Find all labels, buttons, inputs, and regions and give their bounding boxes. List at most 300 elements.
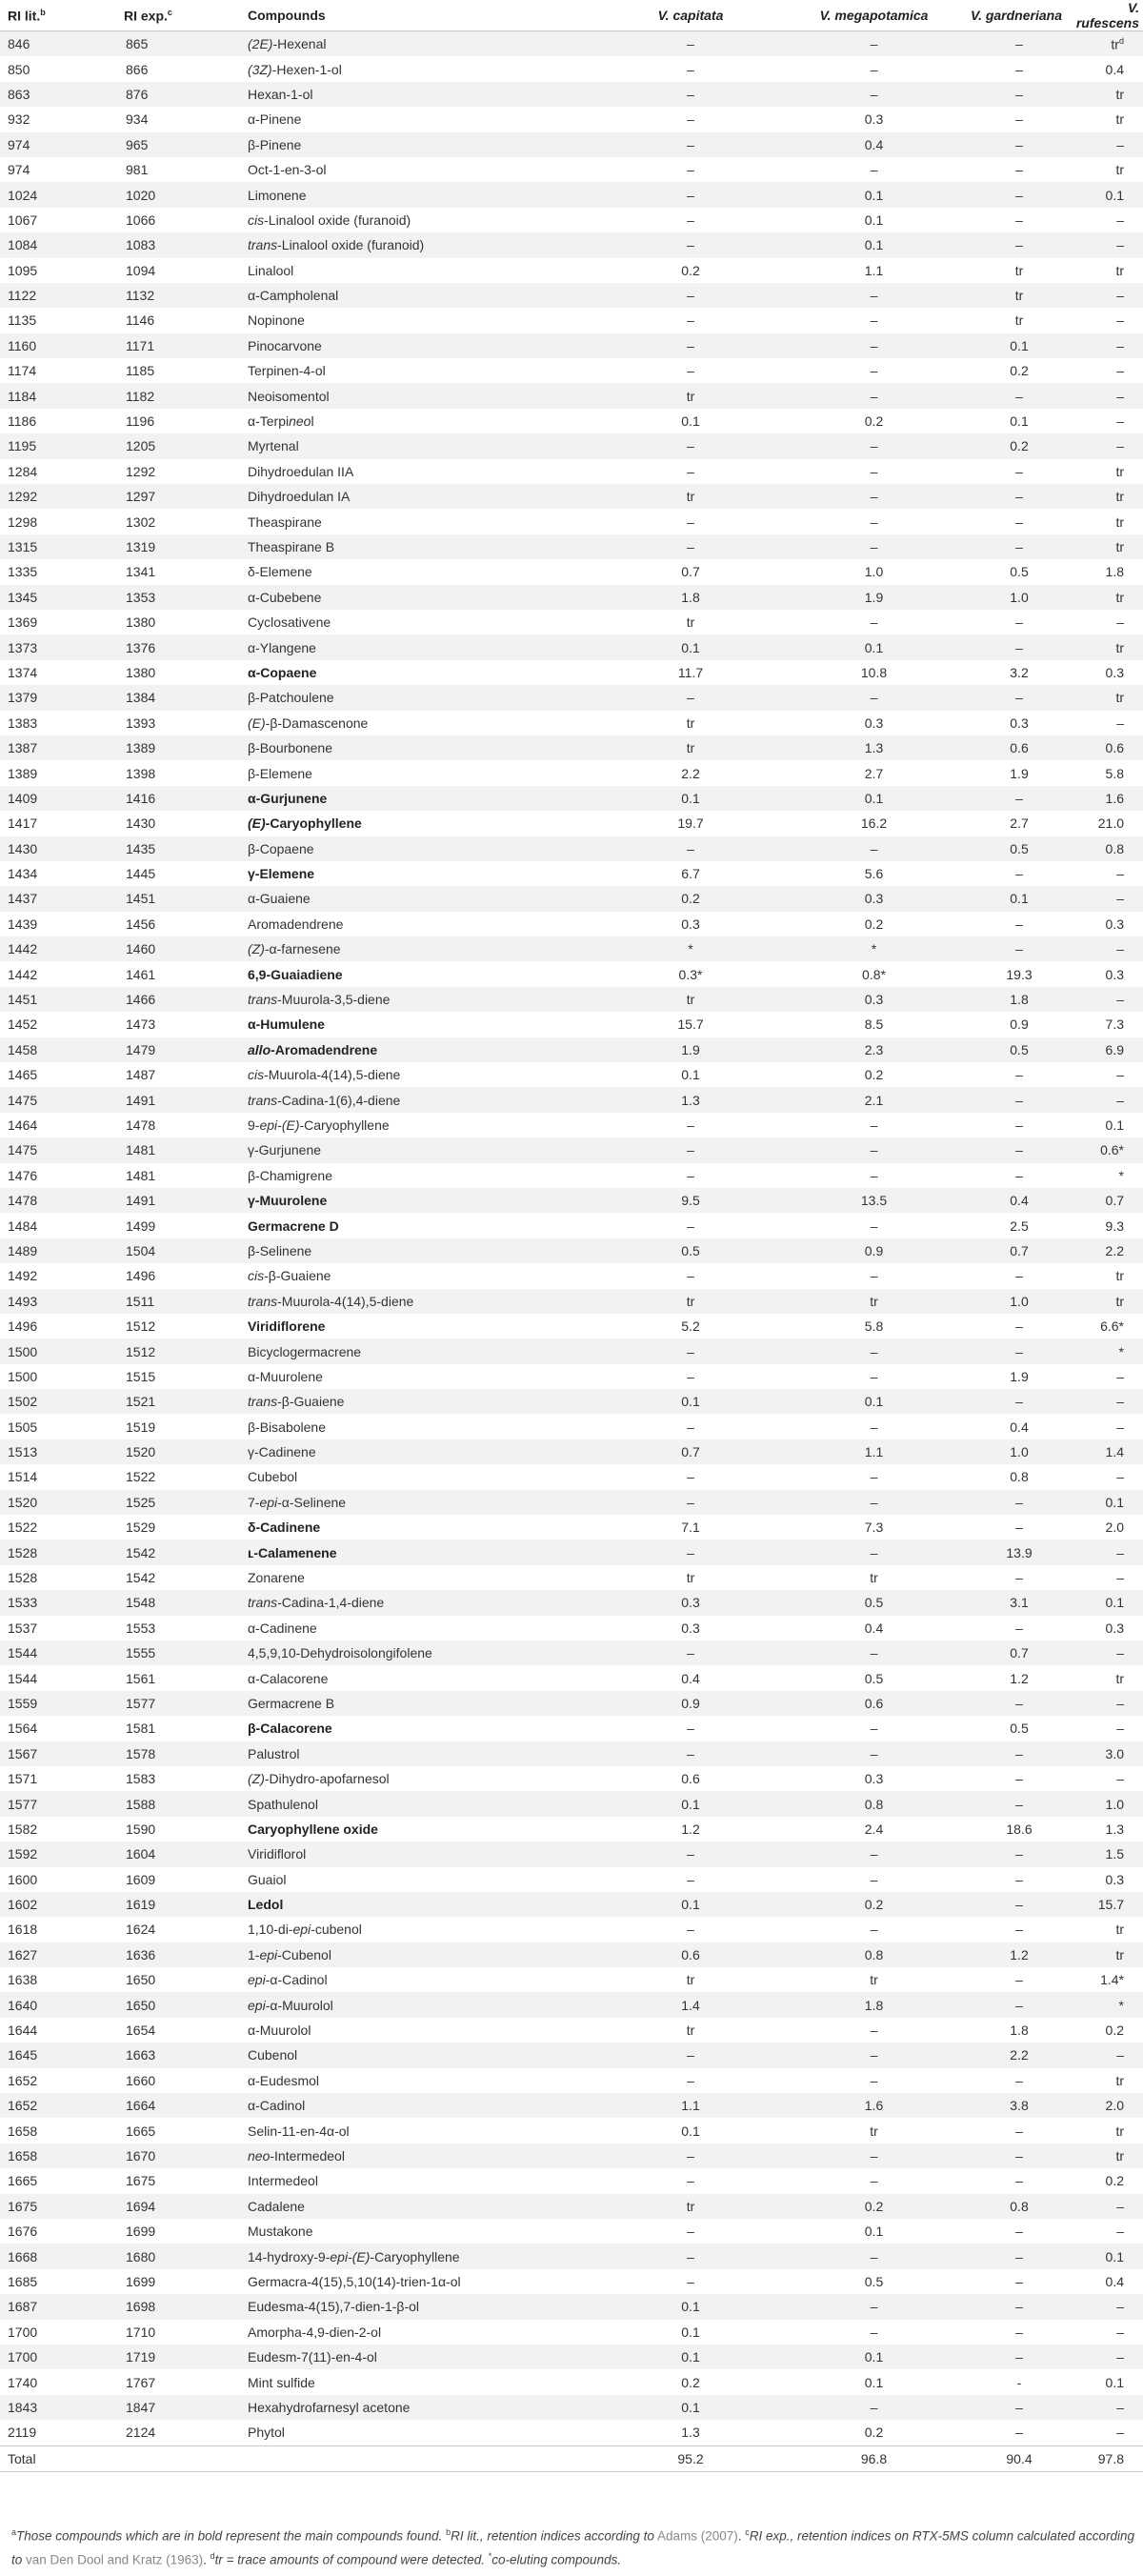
ri-exp-cell: 1624 — [126, 1922, 156, 1938]
ri-lit-cell: 1740 — [8, 2374, 38, 2390]
v-capitata-cell: – — [600, 433, 781, 458]
compound-name-cell: γ-Muurolene — [248, 1188, 600, 1213]
ri-lit-cell: 1658 — [8, 2123, 38, 2139]
table-row — [0, 1616, 1143, 1640]
table-row — [0, 1364, 1143, 1389]
v-gardneriana-cell: 0.6 — [967, 735, 1072, 760]
total-row — [0, 2445, 1143, 2471]
table-row — [0, 2118, 1143, 2143]
v-capitata-cell: – — [687, 312, 694, 329]
table-row — [0, 132, 1143, 157]
compound-name-cell: 9-epi-(E)-Caryophyllene — [248, 1117, 390, 1133]
v-rufescens-cell: 6.9 — [1072, 1037, 1143, 1062]
v-capitata-cell: – — [600, 2244, 781, 2268]
ri-exp-cell: 1384 — [124, 685, 248, 710]
ri-lit-cell: 1387 — [0, 735, 124, 760]
v-gardneriana-cell: – — [967, 786, 1072, 811]
v-capitata-cell: – — [687, 1218, 694, 1234]
ri-lit-cell: 1452 — [8, 1016, 38, 1033]
v-capitata-cell: – — [600, 2043, 781, 2067]
compound-name-cell: (3Z)-Hexen-1-ol — [248, 61, 342, 77]
header-compounds: Compounds — [248, 0, 600, 31]
v-rufescens-cell: – — [1116, 866, 1124, 882]
ri-exp-cell: 981 — [126, 162, 149, 178]
table-row — [0, 31, 1143, 57]
ri-exp-cell: 1196 — [126, 413, 155, 430]
table-row — [0, 961, 1143, 986]
table-row — [0, 1113, 1143, 1137]
v-gardneriana-cell: 1.0 — [967, 1439, 1072, 1464]
v-capitata-cell: 0.2 — [681, 262, 700, 278]
v-rufescens-cell: 1.8 — [1105, 564, 1124, 580]
v-rufescens-cell: – — [1116, 714, 1124, 731]
table-row — [0, 585, 1143, 610]
ri-lit-cell: 974 — [8, 162, 30, 178]
v-rufescens-cell: – — [1116, 1570, 1124, 1586]
compound-name-cell: epi-α-Muurolol — [248, 1992, 600, 2017]
v-capitata-cell: 9.5 — [600, 1188, 781, 1213]
ri-lit-cell: 1389 — [8, 765, 38, 781]
compound-name-cell: α-Cadinol — [248, 2093, 600, 2118]
table-row — [0, 912, 1143, 936]
ri-lit-cell: 1464 — [8, 1117, 38, 1133]
v-capitata-cell: 0.1 — [600, 1389, 781, 1414]
table-row — [0, 333, 1143, 358]
v-rufescens-cell: – — [1072, 383, 1143, 408]
ri-lit-cell: 974 — [0, 132, 124, 157]
v-megapotamica-cell: – — [870, 1922, 878, 1938]
reference-link-adams[interactable]: Adams (2007) — [656, 2528, 738, 2544]
compound-name-cell: Intermedeol — [248, 2173, 318, 2189]
v-gardneriana-cell: – — [967, 1741, 1072, 1766]
header-v-rufescens: V. rufescens — [1072, 0, 1143, 31]
ri-lit-cell: 1602 — [0, 1892, 124, 1917]
ri-lit-cell: 1184 — [0, 383, 124, 408]
ri-exp-cell: 1847 — [124, 2395, 248, 2420]
v-gardneriana-cell: – — [967, 2143, 1072, 2168]
compound-name-cell: Phytol — [248, 2425, 285, 2441]
v-capitata-cell: – — [600, 1338, 781, 1363]
compound-name-cell: Mint sulfide — [248, 2374, 315, 2390]
v-megapotamica-cell: – — [870, 2023, 878, 2039]
table-row — [0, 685, 1143, 710]
v-megapotamica-cell: – — [781, 333, 967, 358]
v-megapotamica-cell: – — [870, 1117, 878, 1133]
v-gardneriana-cell: 1.0 — [967, 585, 1072, 610]
ri-exp-cell: 1066 — [126, 211, 156, 228]
v-megapotamica-cell: – — [870, 312, 878, 329]
compound-name-cell: Amorpha-4,9-dien-2-ol — [248, 2324, 382, 2340]
v-megapotamica-cell: 0.8* — [862, 966, 886, 982]
v-capitata-cell: 19.7 — [677, 815, 704, 832]
ri-lit-cell: 1500 — [8, 1368, 38, 1384]
v-megapotamica-cell: 0.1 — [864, 2374, 884, 2390]
ri-lit-cell: 1067 — [8, 211, 38, 228]
ri-exp-cell: 1520 — [124, 1439, 248, 1464]
ri-exp-cell: 876 — [124, 82, 248, 107]
v-gardneriana-cell: – — [1015, 111, 1023, 128]
v-megapotamica-cell: 1.3 — [781, 735, 967, 760]
v-capitata-cell: 0.1 — [600, 634, 781, 659]
compound-name-cell: δ-Cadinene — [248, 1519, 321, 1536]
v-rufescens-cell: 15.7 — [1072, 1892, 1143, 1917]
ri-lit-cell: 1284 — [8, 463, 38, 479]
v-gardneriana-cell: – — [967, 1791, 1072, 1816]
v-capitata-cell: 0.1 — [681, 413, 700, 430]
ri-lit-cell: 1465 — [8, 1067, 38, 1083]
v-megapotamica-cell: 0.3 — [864, 1771, 884, 1787]
v-rufescens-cell: tr — [1115, 463, 1124, 479]
table-row — [0, 2219, 1143, 2244]
v-capitata-cell: – — [600, 1741, 781, 1766]
compound-name-cell: Dihydroedulan IA — [248, 484, 600, 509]
v-gardneriana-cell: 1.8 — [967, 987, 1072, 1012]
v-megapotamica-cell: 0.1 — [781, 786, 967, 811]
compound-name-cell: trans-Cadina-1,4-diene — [248, 1590, 600, 1615]
v-megapotamica-cell: – — [781, 1841, 967, 1866]
table-row — [0, 2018, 1143, 2043]
table-row — [0, 660, 1143, 685]
v-megapotamica-cell: 0.1 — [781, 182, 967, 207]
table-row — [0, 1716, 1143, 1741]
table-row — [0, 358, 1143, 383]
ri-lit-cell: 1496 — [8, 1318, 38, 1335]
v-rufescens-cell: – — [1116, 1469, 1124, 1485]
compound-name-cell: α-Guaiene — [248, 886, 600, 911]
v-rufescens-cell: – — [1116, 1721, 1124, 1737]
v-gardneriana-cell: – — [1015, 1871, 1023, 1887]
table-row — [0, 409, 1143, 433]
v-capitata-cell: – — [687, 1117, 694, 1133]
v-gardneriana-cell: tr — [1014, 262, 1024, 278]
table-row — [0, 1137, 1143, 1162]
ri-exp-cell: 865 — [124, 31, 248, 57]
table-row — [0, 1515, 1143, 1540]
ri-exp-cell: 1393 — [126, 714, 156, 731]
v-rufescens-cell: 0.3 — [1105, 916, 1124, 932]
ri-exp-cell: 1542 — [124, 1540, 248, 1564]
v-capitata-cell: – — [687, 1469, 694, 1485]
v-capitata-cell: 11.7 — [677, 664, 704, 680]
v-megapotamica-cell: – — [781, 2143, 967, 2168]
v-megapotamica-cell: 0.1 — [864, 211, 884, 228]
v-gardneriana-cell: 0.5 — [1010, 564, 1029, 580]
v-capitata-cell: – — [600, 836, 781, 861]
ri-exp-cell: 1376 — [124, 634, 248, 659]
v-gardneriana-cell: 0.2 — [967, 433, 1072, 458]
v-rufescens-cell: – — [1072, 333, 1143, 358]
v-gardneriana-cell: – — [967, 383, 1072, 408]
v-rufescens-cell: 1.4 — [1072, 1439, 1143, 1464]
v-capitata-cell: tr — [600, 484, 781, 509]
ri-lit-cell: 1122 — [0, 283, 124, 308]
v-capitata-cell: – — [687, 1721, 694, 1737]
compound-name-cell: Germacrene B — [248, 1691, 600, 1716]
ri-lit-cell: 1135 — [8, 312, 37, 329]
ri-lit-cell: 1417 — [8, 815, 38, 832]
ri-exp-cell: 1675 — [126, 2173, 156, 2189]
v-megapotamica-cell: 1.1 — [781, 1439, 967, 1464]
compound-name-cell: Cyclosativene — [248, 614, 331, 631]
v-gardneriana-cell: – — [967, 534, 1072, 559]
ri-lit-cell: 1600 — [8, 1871, 38, 1887]
compound-name-cell: 1,10-di-epi-cubenol — [248, 1922, 362, 1938]
v-gardneriana-cell: – — [1015, 2273, 1023, 2289]
v-megapotamica-cell: – — [781, 2395, 967, 2420]
table-row — [0, 308, 1143, 332]
v-megapotamica-cell: 0.3 — [864, 111, 884, 128]
ri-lit-cell: 1676 — [8, 2224, 38, 2240]
v-rufescens-cell: tr — [1072, 82, 1143, 107]
v-gardneriana-cell: – — [967, 1691, 1072, 1716]
v-megapotamica-cell: – — [870, 1721, 878, 1737]
ri-lit-cell: 1024 — [0, 182, 124, 207]
v-rufescens-cell: 3.0 — [1072, 1741, 1143, 1766]
compound-name-cell: α-Muurolol — [248, 2023, 311, 2039]
compound-name-cell: trans-Cadina-1(6),4-diene — [248, 1087, 600, 1112]
v-megapotamica-cell: 0.2 — [781, 1892, 967, 1917]
v-rufescens-cell: tr — [1072, 484, 1143, 509]
v-rufescens-cell: tr — [1115, 2123, 1124, 2139]
ri-exp-cell: 1511 — [124, 1289, 248, 1314]
v-gardneriana-cell: – — [1015, 61, 1023, 77]
compound-name-cell: α-Copaene — [248, 664, 317, 680]
ri-exp-cell: 1694 — [124, 2194, 248, 2219]
compound-name-cell: α-Calacorene — [248, 1670, 329, 1686]
compound-name-cell: cis-Muurola-4(14),5-diene — [248, 1067, 401, 1083]
compound-name-cell: Theaspirane B — [248, 534, 600, 559]
v-gardneriana-cell: – — [1015, 1620, 1023, 1636]
table-row — [0, 735, 1143, 760]
v-megapotamica-cell: – — [870, 2173, 878, 2189]
v-megapotamica-cell: 0.5 — [864, 2273, 884, 2289]
v-gardneriana-cell: 0.5 — [967, 1037, 1072, 1062]
v-gardneriana-cell: 0.4 — [967, 1188, 1072, 1213]
compound-name-cell: β-Patchoulene — [248, 685, 600, 710]
v-megapotamica-cell: – — [781, 1540, 967, 1564]
v-capitata-cell: 0.2 — [681, 2374, 700, 2390]
v-capitata-cell: – — [600, 82, 781, 107]
ri-exp-cell: 1146 — [126, 312, 155, 329]
table-row — [0, 1691, 1143, 1716]
table-row — [0, 1565, 1143, 1590]
v-megapotamica-cell: 5.6 — [864, 866, 884, 882]
ri-lit-cell: 1476 — [8, 1167, 38, 1183]
v-rufescens-cell: 0.4 — [1105, 61, 1124, 77]
v-gardneriana-cell: – — [1015, 866, 1023, 882]
total-v-capitata: 95.2 — [600, 2445, 781, 2471]
v-gardneriana-cell: 1.2 — [967, 1942, 1072, 1967]
ri-exp-cell: 1341 — [126, 564, 156, 580]
v-rufescens-cell: * — [1072, 1338, 1143, 1363]
v-gardneriana-cell: 0.2 — [1010, 363, 1029, 379]
v-megapotamica-cell: 10.8 — [860, 664, 888, 680]
v-rufescens-cell: – — [1116, 363, 1124, 379]
compound-name-cell: (2E)-Hexenal — [248, 31, 600, 57]
v-megapotamica-cell: – — [781, 2294, 967, 2319]
v-capitata-cell: – — [600, 1841, 781, 1866]
v-megapotamica-cell: – — [781, 1741, 967, 1766]
ri-lit-cell: 1522 — [8, 1519, 38, 1536]
ri-lit-cell: 1315 — [0, 534, 124, 559]
v-gardneriana-cell: tr — [967, 283, 1072, 308]
reference-link-van-den-dool[interactable]: van Den Dool and Kratz (1963) — [26, 2552, 204, 2566]
ri-lit-cell: 1528 — [0, 1540, 124, 1564]
v-capitata-cell: 1.4 — [600, 1992, 781, 2017]
v-megapotamica-cell: – — [781, 82, 967, 107]
ri-lit-cell: 863 — [0, 82, 124, 107]
v-megapotamica-cell: – — [781, 1640, 967, 1665]
v-megapotamica-cell: 0.1 — [864, 2224, 884, 2240]
v-gardneriana-cell: – — [1015, 1117, 1023, 1133]
ri-exp-cell: 1353 — [124, 585, 248, 610]
v-megapotamica-cell: tr — [870, 2123, 878, 2139]
compound-name-cell: Cubenol — [248, 2043, 600, 2067]
table-row — [0, 2093, 1143, 2118]
v-capitata-cell: 0.1 — [681, 2324, 700, 2340]
v-megapotamica-cell: – — [870, 162, 878, 178]
v-rufescens-cell: – — [1072, 2345, 1143, 2369]
table-row — [0, 509, 1143, 533]
compound-name-cell: cis-β-Guaiene — [248, 1268, 331, 1284]
compound-name-cell: 4,5,9,10-Dehydroisolongifolene — [248, 1640, 600, 1665]
v-capitata-cell: – — [600, 182, 781, 207]
total-v-rufescens: 97.8 — [1072, 2445, 1143, 2471]
table-row — [0, 1263, 1143, 1288]
v-gardneriana-cell: 1.8 — [1010, 2023, 1029, 2039]
compound-name-cell: γ-Elemene — [248, 866, 315, 882]
v-gardneriana-cell: - — [1016, 2374, 1022, 2390]
v-gardneriana-cell: – — [967, 2395, 1072, 2420]
ri-exp-cell: 1664 — [124, 2093, 248, 2118]
ri-exp-cell: 1297 — [124, 484, 248, 509]
ri-exp-cell: 1487 — [126, 1067, 156, 1083]
compound-name-cell: α-Muurolene — [248, 1368, 323, 1384]
v-megapotamica-cell: 2.3 — [781, 1037, 967, 1062]
v-megapotamica-cell: – — [781, 2043, 967, 2067]
v-capitata-cell: 0.1 — [600, 2294, 781, 2319]
v-megapotamica-cell: 5.8 — [864, 1318, 884, 1335]
ri-exp-cell: 965 — [124, 132, 248, 157]
ri-exp-cell: 1416 — [124, 786, 248, 811]
v-rufescens-cell: 1.5 — [1072, 1841, 1143, 1866]
ri-lit-cell: 1665 — [8, 2173, 38, 2189]
v-gardneriana-cell: 2.2 — [967, 2043, 1072, 2067]
ri-lit-cell: 1442 — [8, 966, 38, 982]
ri-exp-cell: 1451 — [124, 886, 248, 911]
v-capitata-cell: 0.1 — [600, 786, 781, 811]
table-row — [0, 1338, 1143, 1363]
ri-lit-cell: 1458 — [0, 1037, 124, 1062]
v-capitata-cell: – — [600, 685, 781, 710]
v-rufescens-cell: – — [1116, 413, 1124, 430]
compound-name-cell: γ-Cadinene — [248, 1439, 600, 1464]
v-gardneriana-cell: – — [1015, 2324, 1023, 2340]
v-gardneriana-cell: – — [967, 82, 1072, 107]
v-capitata-cell: – — [687, 1419, 694, 1435]
v-gardneriana-cell: 0.1 — [967, 333, 1072, 358]
ri-lit-cell: 1685 — [8, 2273, 38, 2289]
table-row — [0, 1213, 1143, 1238]
table-row — [0, 1590, 1143, 1615]
ri-exp-cell: 1636 — [124, 1942, 248, 1967]
ri-lit-cell: 1559 — [0, 1691, 124, 1716]
v-gardneriana-cell: – — [1015, 211, 1023, 228]
compound-name-cell: cis-Linalool oxide (furanoid) — [248, 211, 411, 228]
v-capitata-cell: – — [687, 513, 694, 530]
compound-name-cell: Hexan-1-ol — [248, 82, 600, 107]
table-row — [0, 2294, 1143, 2319]
v-megapotamica-cell: 2.1 — [781, 1087, 967, 1112]
v-capitata-cell: 0.1 — [600, 2395, 781, 2420]
v-megapotamica-cell: 0.4 — [864, 1620, 884, 1636]
v-megapotamica-cell: 7.3 — [864, 1519, 884, 1536]
v-megapotamica-cell: 0.2 — [864, 916, 884, 932]
table-row — [0, 760, 1143, 785]
compound-name-cell: trans-Muurola-3,5-diene — [248, 987, 600, 1012]
v-megapotamica-cell: – — [781, 1490, 967, 1515]
v-megapotamica-cell: – — [781, 31, 967, 57]
total-v-megapotamica: 96.8 — [781, 2445, 967, 2471]
v-gardneriana-cell: – — [967, 1137, 1072, 1162]
v-gardneriana-cell: – — [1015, 1167, 1023, 1183]
v-rufescens-cell: 0.1 — [1105, 1117, 1124, 1133]
ri-lit-cell: 850 — [8, 61, 30, 77]
ri-exp-cell: 1398 — [126, 765, 156, 781]
ri-lit-cell: 1374 — [8, 664, 38, 680]
ri-lit-cell: 1567 — [0, 1741, 124, 1766]
table-row — [0, 2244, 1143, 2268]
v-gardneriana-cell: 0.5 — [1010, 1721, 1029, 1737]
v-capitata-cell: 0.7 — [600, 1439, 781, 1464]
ri-exp-cell: 1529 — [126, 1519, 156, 1536]
v-rufescens-cell: tr — [1115, 111, 1124, 128]
table-row — [0, 1967, 1143, 1992]
compound-name-cell: β-Elemene — [248, 765, 312, 781]
v-gardneriana-cell: 0.8 — [1010, 1469, 1029, 1485]
v-megapotamica-cell: 0.3 — [781, 886, 967, 911]
v-rufescens-cell: tr — [1115, 262, 1124, 278]
v-capitata-cell: 7.1 — [681, 1519, 700, 1536]
v-rufescens-cell: tr — [1072, 1942, 1143, 1967]
v-rufescens-cell: – — [1116, 211, 1124, 228]
table-header-row — [0, 0, 1143, 31]
v-megapotamica-cell: – — [870, 463, 878, 479]
ri-lit-cell: 1675 — [0, 2194, 124, 2219]
v-capitata-cell: – — [687, 2072, 694, 2088]
table-row — [0, 1942, 1143, 1967]
v-rufescens-cell: – — [1072, 1087, 1143, 1112]
ri-exp-cell: 1185 — [126, 363, 155, 379]
ri-lit-cell: 1437 — [0, 886, 124, 911]
ri-exp-cell: 1481 — [126, 1167, 156, 1183]
ri-exp-cell: 1512 — [126, 1318, 156, 1335]
v-megapotamica-cell: – — [870, 61, 878, 77]
ri-lit-cell: 1640 — [0, 1992, 124, 2017]
v-capitata-cell: – — [600, 1540, 781, 1564]
v-capitata-cell: – — [600, 534, 781, 559]
header-v-gardneriana: V. gardneriana — [967, 0, 1072, 31]
v-rufescens-cell: – — [1116, 1771, 1124, 1787]
v-capitata-cell: 0.6 — [681, 1771, 700, 1787]
v-gardneriana-cell: – — [1015, 2123, 1023, 2139]
ri-lit-cell: 1577 — [0, 1791, 124, 1816]
v-gardneriana-cell: 0.7 — [967, 1238, 1072, 1263]
v-rufescens-cell: – — [1072, 886, 1143, 911]
v-capitata-cell: 1.3 — [681, 2425, 700, 2441]
compound-name-cell: Terpinen-4-ol — [248, 363, 326, 379]
compound-name-cell: Caryophyllene oxide — [248, 1821, 378, 1837]
